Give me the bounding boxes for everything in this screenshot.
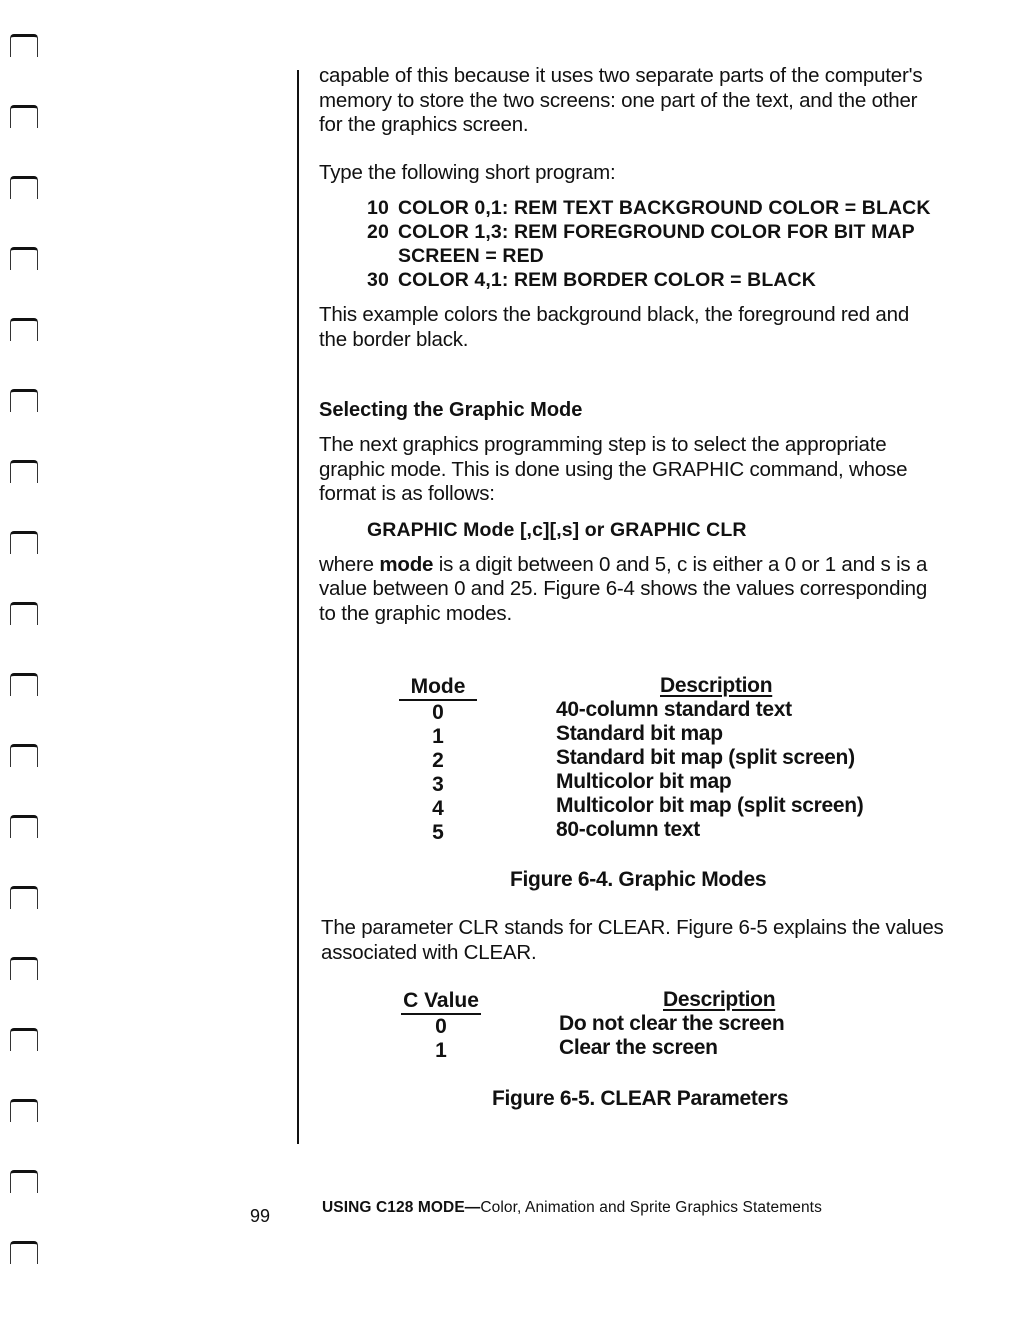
intro-paragraph (319, 64, 979, 138)
code-text: SCREEN = RED (398, 245, 544, 267)
mode-value: 4 (432, 797, 444, 820)
binder-hole (10, 886, 38, 909)
mode-value: 2 (432, 749, 444, 772)
description-header: Description (660, 674, 773, 697)
description-header-wrap (559, 988, 959, 1012)
mode-value: 3 (432, 773, 444, 796)
mode-value: 1 (432, 725, 444, 748)
command-format: GRAPHIC Mode [,c][,s] or GRAPHIC CLR (367, 518, 747, 541)
type-prompt: Type the following short program: (319, 160, 616, 184)
binder-hole (10, 1241, 38, 1264)
binder-hole (10, 673, 38, 696)
binder-hole (10, 1099, 38, 1122)
c-value: 0 (435, 1015, 447, 1038)
code-line (367, 196, 979, 220)
binder-hole (10, 105, 38, 128)
binder-hole (10, 1170, 38, 1193)
text-fragment: is a digit between 0 and 5, c is either a 0 or 1 and s is a (433, 552, 928, 576)
clear-description: Clear the screen (559, 1036, 718, 1059)
line-number: 20 (367, 221, 389, 243)
margin-rule (297, 70, 299, 1144)
figure-caption: Figure 6-5. CLEAR Parameters (492, 1087, 789, 1110)
binder-hole (10, 460, 38, 483)
code-line (367, 268, 979, 292)
text-line: to the graphic modes. (319, 601, 512, 625)
description-header: Description (663, 988, 776, 1011)
code-line (367, 220, 979, 244)
page-number: 99 (250, 1206, 271, 1226)
c-value-header: C Value (401, 989, 481, 1015)
mode-paragraph (319, 553, 979, 627)
mode-value: 5 (432, 821, 444, 844)
binder-hole (10, 744, 38, 767)
code-text: COLOR 1,3: REM FOREGROUND COLOR FOR BIT MAP (398, 221, 915, 243)
line-number (367, 244, 398, 268)
text-fragment: where (319, 552, 380, 576)
mode-description: Standard bit map (556, 722, 723, 745)
figure-caption: Figure 6-4. Graphic Modes (510, 868, 767, 891)
code-line (367, 244, 979, 268)
mode-header: Mode (399, 675, 477, 701)
binder-hole (10, 531, 38, 554)
c-value-column (401, 989, 481, 1063)
clr-paragraph (321, 916, 981, 965)
binder-hole (10, 602, 38, 625)
binder-hole (10, 1028, 38, 1051)
text-line: The next graphics programming step is to select the appropriate (319, 433, 887, 456)
example-note (319, 303, 979, 352)
mode-description: 80-column text (556, 818, 700, 841)
mode-description: Standard bit map (split screen) (556, 746, 855, 769)
clear-description-column (559, 988, 959, 1060)
text-line: value between 0 and 25. Figure 6-4 shows the values corresponding (319, 577, 928, 600)
binder-hole (10, 815, 38, 838)
code-text: COLOR 0,1: REM TEXT BACKGROUND COLOR = BLACK (398, 197, 931, 219)
mode-description: Multicolor bit map (556, 770, 732, 793)
binder-hole (10, 247, 38, 270)
text-line (319, 553, 979, 578)
footer-rest: Color, Animation and Sprite Graphics Statements (480, 1199, 822, 1216)
text-line: format is as follows: (319, 482, 495, 505)
text-line: for the graphics screen. (319, 113, 529, 136)
text-line: associated with CLEAR. (321, 940, 537, 964)
text-line: The parameter CLR stands for CLEAR. Figure 6-5 explains the values (321, 916, 944, 939)
mode-column (399, 675, 477, 845)
clear-description: Do not clear the screen (559, 1012, 785, 1035)
binder-hole (10, 34, 38, 57)
main-text (319, 64, 979, 626)
footer-bold: USING C128 MODE— (322, 1199, 481, 1216)
program-listing (367, 196, 979, 292)
section-heading: Selecting the Graphic Mode (319, 399, 583, 421)
text-line: memory to store the two screens: one part of the text, and the other (319, 88, 918, 112)
binder-hole (10, 389, 38, 412)
binder-holes (10, 0, 50, 1327)
code-text: COLOR 4,1: REM BORDER COLOR = BLACK (398, 269, 816, 291)
description-header-wrap (556, 674, 956, 698)
text-line: the border black. (319, 327, 469, 351)
line-number: 30 (367, 269, 389, 291)
text-line: This example colors the background black, the foreground red and (319, 303, 910, 326)
section-paragraph (319, 433, 979, 507)
c-value: 1 (435, 1039, 447, 1062)
description-column (556, 674, 956, 842)
binder-hole (10, 957, 38, 980)
mode-description: 40-column standard text (556, 698, 792, 721)
binder-hole (10, 318, 38, 341)
keyword-mode: mode (379, 552, 434, 576)
text-line: capable of this because it uses two separate parts of the computer's (319, 64, 923, 87)
text-line: graphic mode. This is done using the GRAPHIC command, whose (319, 457, 908, 481)
mode-value: 0 (432, 701, 444, 724)
mode-description: Multicolor bit map (split screen) (556, 794, 864, 817)
line-number: 10 (367, 197, 389, 219)
binder-hole (10, 176, 38, 199)
running-footer (322, 1199, 822, 1217)
